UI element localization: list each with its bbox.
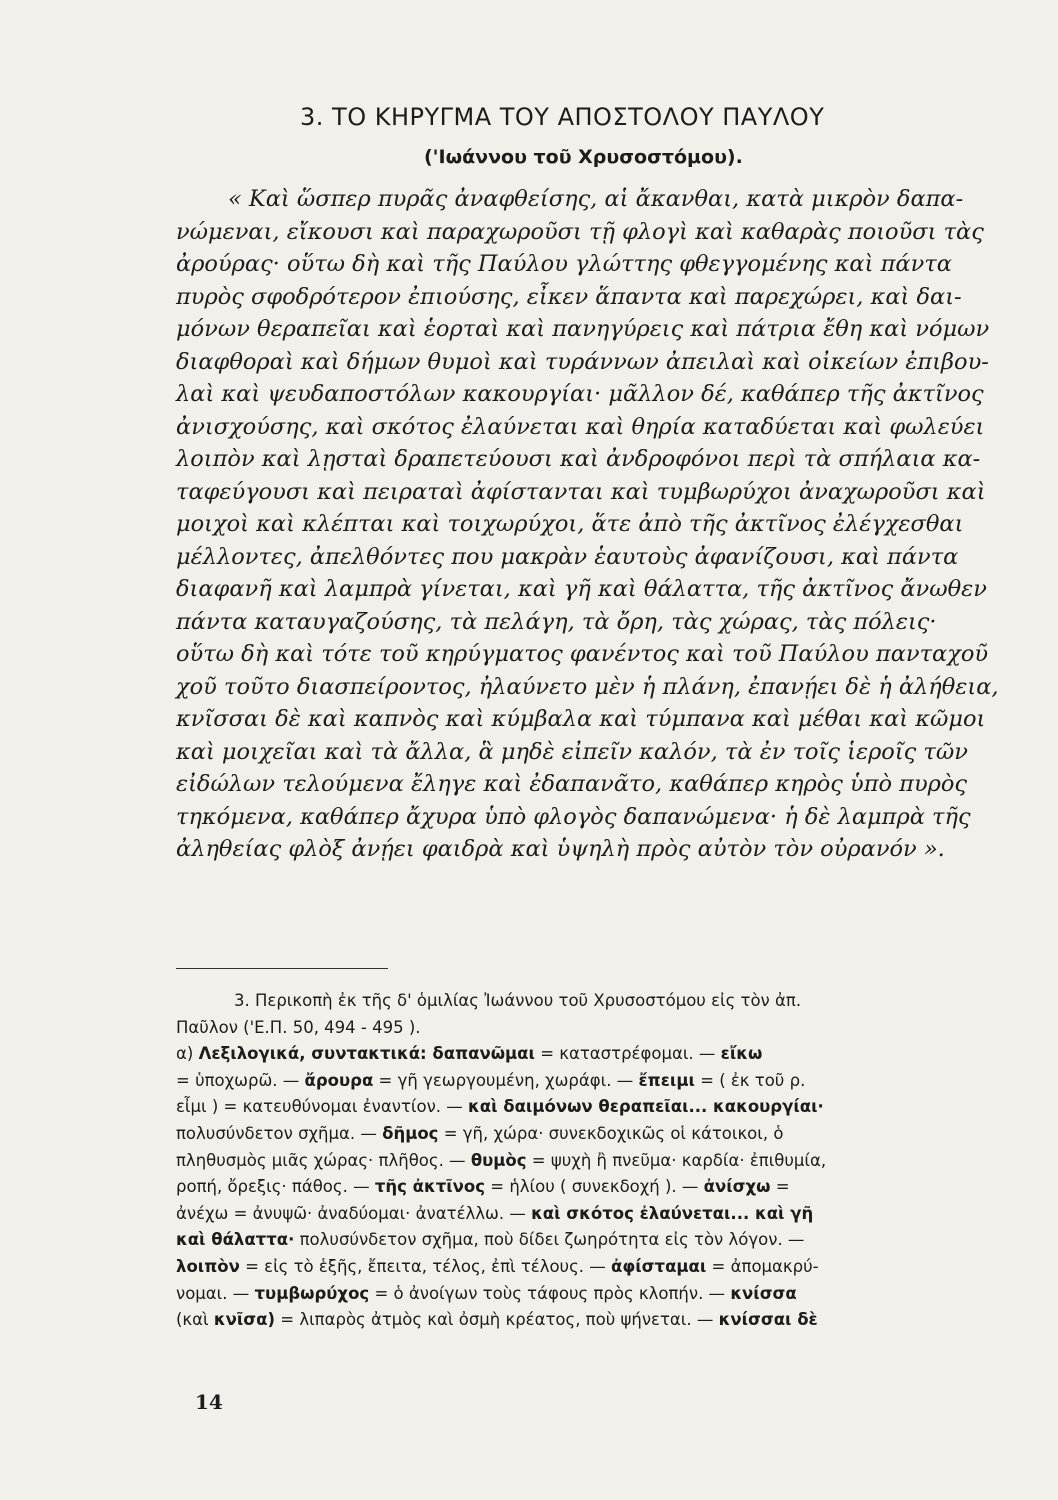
- note-text: = καταστρέφομαι. —: [534, 1044, 721, 1064]
- note-term: Λεξιλογικά, συντακτικά:: [198, 1044, 427, 1064]
- chapter-title: 3. ΤΟ ΚΗΡΥΓΜΑ ΤΟΥ ΑΠΟΣΤΟΛΟΥ ΠΑΥΛΟΥ: [300, 103, 825, 131]
- note-term: κνῖσα): [213, 1310, 275, 1330]
- passage-line: μόνων θεραπεῖαι καὶ ἑορταὶ καὶ πανηγύρεις καὶ πάτρια ἔθη καὶ νόμων: [176, 316, 990, 342]
- note-source-line: [176, 988, 1036, 1015]
- passage-line: διαφανῆ καὶ λαμπρὰ γίνεται, καὶ γῆ καὶ θάλαττα, τῆς ἀκτῖνος ἄνωθεν: [176, 576, 987, 602]
- note-line: [176, 1281, 1036, 1308]
- passage-line: μοιχοὶ καὶ κλέπται καὶ τοιχωρύχοι, ἅτε ἀπὸ τῆς ἀκτῖνος ἐλέγχεσθαι: [176, 511, 964, 537]
- passage-text: [176, 183, 1032, 866]
- note-text: = ψυχὴ ἢ πνεῦμα· καρδία· ἐπιθυμία,: [526, 1150, 827, 1170]
- note-text: = ( ἐκ τοῦ ρ.: [694, 1070, 806, 1090]
- note-text: ροπή, ὄρεξις· πάθος. —: [176, 1177, 375, 1197]
- note-term: ἀφίσταμαι: [611, 1256, 707, 1276]
- note-term: κνίσσαι δὲ: [718, 1310, 818, 1330]
- note-line: [176, 1041, 1036, 1068]
- note-text: = γῆ γεωργουμένη, χωράφι. —: [373, 1070, 639, 1090]
- note-line: [176, 1254, 1036, 1281]
- note-term: δαπανῶμαι: [426, 1044, 535, 1064]
- passage-line: χοῦ τοῦτο διασπείροντος, ἠλαύνετο μὲν ἡ πλάνη, ἐπανῄει δὲ ἡ ἀλήθεια,: [176, 673, 999, 700]
- note-text: (καὶ: [176, 1310, 214, 1330]
- note-text: = εἰς τὸ ἑξῆς, ἔπειτα, τέλος, ἐπὶ τέλους. —: [239, 1256, 612, 1276]
- note-source-text-1: 3. Περικοπὴ ἐκ τῆς δ' ὁμιλίας Ἰωάννου τοῦ Χρυσοστόμου εἰς τὸν ἀπ.: [234, 991, 802, 1010]
- passage-line: οὕτω δὴ καὶ τότε τοῦ κηρύγματος φανέντος καὶ τοῦ Παύλου πανταχοῦ: [176, 641, 989, 667]
- page-number: 14: [195, 1390, 223, 1414]
- note-line: [176, 1121, 1036, 1148]
- note-text: = ὑποχωρῶ. —: [176, 1070, 305, 1090]
- note-line: [176, 1068, 1036, 1095]
- note-line: [176, 1148, 1036, 1175]
- passage-line: καὶ μοιχεῖαι καὶ τὰ ἄλλα, ἃ μηδὲ εἰπεῖν καλόν, τὰ ἐν τοῖς ἱεροῖς τῶν: [176, 738, 968, 765]
- note-text: = ἀπομακρύ-: [706, 1256, 819, 1276]
- passage-line: κνῖσσαι δὲ καὶ καπνὸς καὶ κύμβαλα καὶ τύμπανα καὶ μέθαι καὶ κῶμοι: [176, 706, 986, 732]
- note-text: νομαι. —: [176, 1283, 255, 1303]
- note-line: [176, 1094, 1036, 1121]
- passage-line: ἀνισχούσης, καὶ σκότος ἐλαύνεται καὶ θηρία καταδύεται καὶ φωλεύει: [176, 413, 985, 440]
- passage-line: πυρὸς σφοδρότερον ἐπιούσης, εἶκεν ἅπαντα καὶ παρεχώρει, καὶ δαι-: [176, 283, 962, 310]
- note-term: ἔπειμι: [638, 1070, 695, 1090]
- passage-line: πάντα καταυγαζούσης, τὰ πελάγη, τὰ ὄρη, τὰς χώρας, τὰς πόλεις·: [176, 608, 937, 635]
- note-term: καὶ σκότος ἐλαύνεται... καὶ γῆ: [531, 1203, 814, 1223]
- note-line: [176, 1201, 1036, 1228]
- note-text: = ἡλίου ( συνεκδοχή ). —: [485, 1177, 704, 1197]
- note-term: τῆς ἀκτῖνος: [374, 1177, 486, 1197]
- note-text: =: [770, 1177, 790, 1197]
- note-text: πολυσύνδετον σχῆμα. —: [176, 1123, 383, 1143]
- note-line: [176, 1227, 1036, 1254]
- passage-line: ταφεύγουσι καὶ πειραταὶ ἀφίστανται καὶ τυμβωρύχοι ἀναχωροῦσι καὶ: [176, 478, 986, 505]
- passage-line: ἀρούρας· οὕτω δὴ καὶ τῆς Παύλου γλώττης φθεγγομένης καὶ πάντα: [176, 251, 952, 277]
- passage-line: μέλλοντες, ἀπελθόντες που μακρὰν ἑαυτοὺς ἀφανίζουσι, καὶ πάντα: [176, 543, 959, 570]
- footnote-divider: [176, 968, 388, 969]
- note-source-line: Παῦλον ('Ε.Π. 50, 494 - 495 ).: [176, 1017, 421, 1037]
- passage-line: νώμεναι, εἴκουσι καὶ παραχωροῦσι τῇ φλογὶ καὶ καθαρὰς ποιοῦσι τὰς: [176, 218, 984, 245]
- note-term: κνίσσα: [730, 1283, 797, 1303]
- note-term: δῆμος: [382, 1123, 439, 1143]
- note-term: λοιπὸν: [176, 1256, 240, 1276]
- passage-line: λαὶ καὶ ψευδαποστόλων κακουργίαι· μᾶλλον δέ, καθάπερ τῆς ἀκτῖνος: [176, 381, 984, 407]
- note-text: α): [176, 1044, 199, 1064]
- note-text: = ὁ ἀνοίγων τοὺς τάφους πρὸς κλοπήν. —: [369, 1283, 731, 1303]
- passage-line: διαφθοραὶ καὶ δήμων θυμοὶ καὶ τυράννων ἀπειλαὶ καὶ οἰκείων ἐπιβου-: [176, 348, 989, 375]
- passage-line: « Καὶ ὥσπερ πυρᾶς ἀναφθείσης, αἱ ἄκανθαι, κατὰ μικρὸν δαπα-: [228, 186, 964, 212]
- passage-line: τηκόμενα, καθάπερ ἄχυρα ὑπὸ φλογὸς δαπανώμενα· ἡ δὲ λαμπρὰ τῆς: [176, 803, 971, 830]
- chapter-subtitle: ('Ιωάννου τοῦ Χρυσοστόμου).: [424, 146, 743, 168]
- note-line: [176, 1307, 1036, 1334]
- commentary-notes: [176, 988, 1036, 1334]
- note-line: [176, 1174, 1036, 1201]
- note-text: = γῆ, χώρα· συνεκδοχικῶς οἱ κάτοικοι, ὁ: [438, 1123, 784, 1143]
- note-text: πληθυσμὸς μιᾶς χώρας· πλῆθος. —: [176, 1150, 471, 1170]
- note-term: τυμβωρύχος: [254, 1283, 370, 1303]
- note-text: εἶμι ) = κατευθύνομαι ἐναντίον. —: [176, 1097, 469, 1117]
- note-text: ἀνέχω = ἀνυψῶ· ἀναδύομαι· ἀνατέλλω. —: [176, 1203, 532, 1223]
- note-term: εἴκω: [720, 1044, 763, 1064]
- note-term: καὶ δαιμόνων θεραπεῖαι... κακουργίαι·: [468, 1097, 824, 1117]
- passage-line: ἀληθείας φλὸξ ἀνῄει φαιδρὰ καὶ ὑψηλὴ πρὸς αὐτὸν τὸν οὐρανόν ».: [176, 836, 945, 862]
- passage-line: εἰδώλων τελούμενα ἔληγε καὶ ἐδαπανᾶτο, καθάπερ κηρὸς ὑπὸ πυρὸς: [176, 771, 968, 797]
- note-term: καὶ θάλαττα·: [176, 1230, 295, 1250]
- note-text: = λιπαρὸς ἀτμὸς καὶ ὀσμὴ κρέατος, ποὺ ψήνεται. —: [275, 1310, 719, 1330]
- note-term: ἄρουρα: [304, 1070, 374, 1090]
- note-term: θυμὸς: [470, 1150, 527, 1170]
- note-text: πολυσύνδετον σχῆμα, ποὺ δίδει ζωηρότητα εἰς τὸν λόγον. —: [294, 1230, 805, 1250]
- vocabulary-notes: [176, 1041, 1036, 1334]
- passage-line: λοιπὸν καὶ λῃσταὶ δραπετεύουσι καὶ ἀνδροφόνοι περὶ τὰ σπήλαια κα-: [176, 446, 981, 472]
- note-term: ἀνίσχω: [703, 1177, 771, 1197]
